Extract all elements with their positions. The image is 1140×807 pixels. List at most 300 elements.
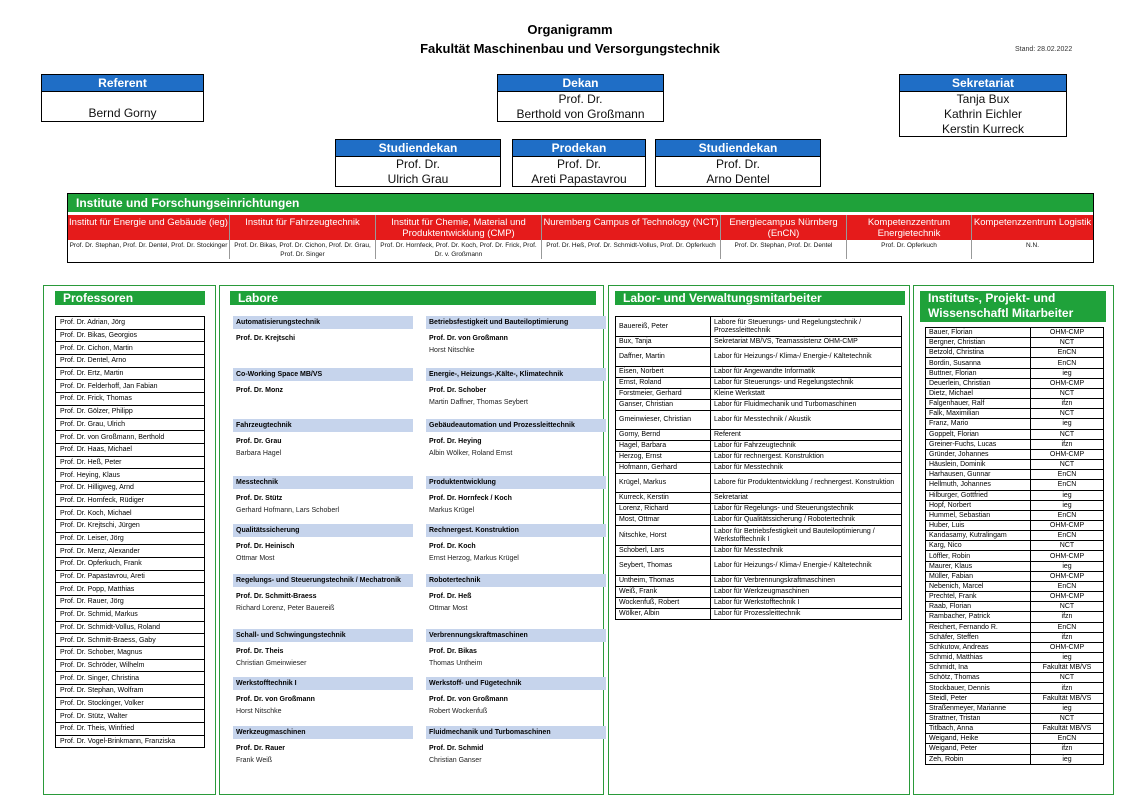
table-row bbox=[926, 439, 1104, 449]
professor-name: Prof. Dr. Ertz, Martin bbox=[56, 367, 205, 380]
staff-name: Daffner, Martin bbox=[616, 348, 711, 367]
lab-prof: Prof. Dr. Grau bbox=[236, 438, 282, 445]
staff-name: Forstmeier, Gerhard bbox=[616, 389, 711, 400]
table-row bbox=[926, 642, 1104, 652]
table-row bbox=[926, 622, 1104, 632]
staff-name: Krügel, Markus bbox=[616, 474, 711, 493]
researcher-name: Müller, Fabian bbox=[926, 571, 1031, 581]
researcher-unit: NCT bbox=[1031, 409, 1104, 419]
lab-prof: Prof. Dr. Monz bbox=[236, 387, 284, 394]
studiendekan1-line2: Ulrich Grau bbox=[387, 172, 449, 186]
professor-name: Prof. Dr. Bikas, Georgios bbox=[56, 329, 205, 342]
table-row bbox=[56, 570, 205, 583]
researcher-unit: Fakultät MB/VS bbox=[1031, 724, 1104, 734]
institute-profs: N.N. bbox=[1026, 242, 1039, 249]
institute-ieg bbox=[68, 215, 230, 259]
staff-name: Herzog, Ernst bbox=[616, 452, 711, 463]
wissenschaftl-header bbox=[920, 291, 1106, 322]
researcher-name: Hellmuth, Johannes bbox=[926, 480, 1031, 490]
lab-staff: Frank Weiß bbox=[236, 757, 273, 764]
lab-staff: Martin Daffner, Thomas Seybert bbox=[429, 399, 528, 406]
staff-role: Labor für Steuerungs- und Regelungstechnik bbox=[711, 378, 902, 389]
institute-profs: Prof. Dr. Heß, Prof. Dr. Schmidt-Vollus, Prof. Dr. Opferkuch bbox=[546, 242, 716, 249]
institute-section bbox=[67, 193, 1094, 263]
researcher-name: Löffler, Robin bbox=[926, 551, 1031, 561]
table-row bbox=[926, 703, 1104, 713]
table-row bbox=[56, 380, 205, 393]
researcher-unit: NCT bbox=[1031, 388, 1104, 398]
table-row bbox=[926, 602, 1104, 612]
lab-block bbox=[426, 476, 606, 514]
researcher-name: Raab, Florian bbox=[926, 602, 1031, 612]
researcher-unit: OHM-CMP bbox=[1031, 592, 1104, 602]
prodekan-line1: Prof. Dr. bbox=[556, 157, 601, 171]
institute-header: Institute und Forschungseinrichtungen bbox=[68, 194, 1093, 212]
staff-role: Sekretariat bbox=[711, 493, 902, 504]
researcher-unit: ieg bbox=[1031, 754, 1104, 764]
lab-prof: Prof. Dr. Stütz bbox=[236, 495, 283, 502]
researcher-unit: ifzn bbox=[1031, 683, 1104, 693]
staff-name: Kurreck, Kerstin bbox=[616, 493, 711, 504]
researcher-name: Bergner, Christian bbox=[926, 338, 1031, 348]
labore-header: Labore bbox=[230, 291, 596, 305]
studiendekan2-line1: Prof. Dr. bbox=[715, 157, 760, 171]
lab-prof: Prof. Dr. Schmitt-Braess bbox=[236, 593, 317, 600]
researcher-unit: EnCN bbox=[1031, 734, 1104, 744]
professor-name: Prof. Dr. Singer, Christina bbox=[56, 672, 205, 685]
researcher-name: Hopf, Norbert bbox=[926, 500, 1031, 510]
researcher-unit: EnCN bbox=[1031, 480, 1104, 490]
table-row bbox=[926, 399, 1104, 409]
researcher-unit: ieg bbox=[1031, 703, 1104, 713]
lab-staff: Ottmar Most bbox=[429, 605, 468, 612]
professor-name: Prof. Heying, Klaus bbox=[56, 469, 205, 482]
staff-name: Hagel, Barbara bbox=[616, 441, 711, 452]
professor-name: Prof. Dr. Hilligweg, Arnd bbox=[56, 481, 205, 494]
lab-title: Werkstofftechnik I bbox=[233, 677, 413, 690]
staff-role: Labor für Werkzeugmaschinen bbox=[711, 587, 902, 598]
researcher-unit: ifzn bbox=[1031, 612, 1104, 622]
table-row bbox=[926, 500, 1104, 510]
researcher-unit: OHM-CMP bbox=[1031, 449, 1104, 459]
lab-title: Fluidmechanik und Turbomaschinen bbox=[426, 726, 606, 739]
researcher-name: Weigand, Heike bbox=[926, 734, 1031, 744]
staff-role: Labor für Prozessleittechnik bbox=[711, 609, 902, 620]
researcher-name: Strattner, Tristan bbox=[926, 713, 1031, 723]
researcher-name: Prechtel, Frank bbox=[926, 592, 1031, 602]
staff-name: Nitschke, Horst bbox=[616, 526, 711, 546]
staff-name: Seybert, Thomas bbox=[616, 557, 711, 576]
lab-prof: Prof. Dr. Schmid bbox=[429, 745, 484, 752]
professor-name: Prof. Dr. Schröder, Wilhelm bbox=[56, 659, 205, 672]
lab-prof: Prof. Dr. Krejtschi bbox=[236, 335, 296, 342]
table-row bbox=[56, 608, 205, 621]
lab-staff: Ernst Herzog, Markus Krügel bbox=[429, 555, 519, 562]
table-row bbox=[926, 724, 1104, 734]
table-row bbox=[616, 587, 902, 598]
staff-name: Eisen, Norbert bbox=[616, 367, 711, 378]
professor-name: Prof. Dr. Adrian, Jörg bbox=[56, 317, 205, 330]
staff-role: Labor für Heizungs-/ Klima-/ Energie-/ Kältetechnik bbox=[711, 348, 902, 367]
researcher-unit: EnCN bbox=[1031, 622, 1104, 632]
table-row bbox=[926, 541, 1104, 551]
table-row bbox=[616, 378, 902, 389]
researcher-name: Goppelt, Florian bbox=[926, 429, 1031, 439]
lab-title: Messtechnik bbox=[233, 476, 413, 489]
researcher-name: Buttner, Florian bbox=[926, 368, 1031, 378]
table-row bbox=[56, 545, 205, 558]
table-row bbox=[926, 358, 1104, 368]
researcher-name: Falgenhauer, Ralf bbox=[926, 399, 1031, 409]
researcher-name: Schmidt, Ina bbox=[926, 663, 1031, 673]
professor-name: Prof. Dr. Frick, Thomas bbox=[56, 393, 205, 406]
table-row bbox=[926, 581, 1104, 591]
institute-encn bbox=[721, 215, 847, 259]
table-row bbox=[926, 673, 1104, 683]
prodekan-box bbox=[512, 139, 646, 187]
staff-name: Hofmann, Gerhard bbox=[616, 463, 711, 474]
staff-role: Labor für Messtechnik / Akustik bbox=[711, 411, 902, 430]
professor-name: Prof. Dr. Vogel-Brinkmann, Franziska bbox=[56, 735, 205, 748]
staff-name: Wockenfuß, Robert bbox=[616, 598, 711, 609]
table-row bbox=[56, 723, 205, 736]
researcher-name: Harhausen, Gunnar bbox=[926, 470, 1031, 480]
sekretariat-line2: Kathrin Eichler bbox=[943, 107, 1023, 121]
lab-title: Werkzeugmaschinen bbox=[233, 726, 413, 739]
lab-prof: Prof. Dr. Heying bbox=[429, 438, 482, 445]
researcher-unit: EnCN bbox=[1031, 348, 1104, 358]
researcher-unit: ieg bbox=[1031, 419, 1104, 429]
table-row bbox=[616, 430, 902, 441]
table-row bbox=[616, 515, 902, 526]
table-row bbox=[56, 481, 205, 494]
table-row bbox=[926, 744, 1104, 754]
researcher-name: Greiner-Fuchs, Lucas bbox=[926, 439, 1031, 449]
lab-block bbox=[233, 677, 413, 715]
studiendekan1-line1: Prof. Dr. bbox=[395, 157, 440, 171]
table-row bbox=[56, 367, 205, 380]
professor-name: Prof. Dr. Haas, Michael bbox=[56, 443, 205, 456]
researcher-unit: NCT bbox=[1031, 460, 1104, 470]
institute-name: Institut für Energie und Gebäude (ieg) bbox=[68, 215, 229, 240]
researcher-unit: NCT bbox=[1031, 338, 1104, 348]
lab-block bbox=[426, 629, 606, 667]
table-row bbox=[56, 469, 205, 482]
table-row bbox=[926, 612, 1104, 622]
institute-name: Energiecampus Nürnberg (EnCN) bbox=[721, 215, 846, 240]
staff-name: Ganser, Christian bbox=[616, 400, 711, 411]
professor-name: Prof. Dr. Schmid, Markus bbox=[56, 608, 205, 621]
lab-block bbox=[426, 726, 606, 764]
researcher-name: Deuerlein, Christian bbox=[926, 378, 1031, 388]
researcher-unit: ieg bbox=[1031, 561, 1104, 571]
professor-name: Prof. Dr. Krejtschi, Jürgen bbox=[56, 520, 205, 533]
wissenschaftl-header-line2: Wissenschaftl Mitarbeiter bbox=[928, 306, 1074, 320]
institute-profs: Prof. Dr. Bikas, Prof. Dr. Cichon, Prof. Dr. Grau, Prof. Dr. Singer bbox=[234, 242, 371, 258]
researcher-name: Weigand, Peter bbox=[926, 744, 1031, 754]
lab-prof: Prof. Dr. Theis bbox=[236, 648, 284, 655]
professoren-table bbox=[55, 316, 205, 748]
lab-title: Betriebsfestigkeit und Bauteiloptimierung bbox=[426, 316, 606, 329]
institute-profs: Prof. Dr. Stephan, Prof. Dr. Dentel bbox=[734, 242, 833, 249]
institute-nct bbox=[542, 215, 721, 259]
table-row bbox=[56, 558, 205, 571]
table-row bbox=[616, 504, 902, 515]
table-row bbox=[616, 546, 902, 557]
sekretariat-line3: Kerstin Kurreck bbox=[941, 122, 1025, 136]
table-row bbox=[616, 348, 902, 367]
researcher-unit: OHM-CMP bbox=[1031, 328, 1104, 338]
table-row bbox=[926, 713, 1104, 723]
staff-role: Labor für Qualitätssicherung / Robotertechnik bbox=[711, 515, 902, 526]
lab-staff: Barbara Hagel bbox=[236, 450, 282, 457]
table-row bbox=[616, 598, 902, 609]
table-row bbox=[926, 490, 1104, 500]
table-row bbox=[56, 405, 205, 418]
table-row bbox=[56, 342, 205, 355]
table-row bbox=[56, 634, 205, 647]
table-row bbox=[616, 474, 902, 493]
researcher-unit: EnCN bbox=[1031, 470, 1104, 480]
staff-role: Referent bbox=[711, 430, 902, 441]
lab-block bbox=[426, 368, 606, 406]
lab-staff: Christian Gmeinwieser bbox=[236, 660, 307, 667]
table-row bbox=[616, 389, 902, 400]
lab-block bbox=[233, 524, 413, 562]
table-row bbox=[926, 592, 1104, 602]
table-row bbox=[616, 463, 902, 474]
researcher-name: Titlbach, Anna bbox=[926, 724, 1031, 734]
researcher-unit: ifzn bbox=[1031, 439, 1104, 449]
lab-block bbox=[426, 524, 606, 562]
researcher-name: Hilburger, Gottfried bbox=[926, 490, 1031, 500]
table-row bbox=[926, 754, 1104, 764]
researcher-name: Rambacher, Patrick bbox=[926, 612, 1031, 622]
institute-energietechnik bbox=[847, 215, 972, 259]
page-subtitle: Fakultät Maschinenbau und Versorgungstechnik bbox=[420, 41, 720, 56]
professor-name: Prof. Dr. Stephan, Wolfram bbox=[56, 684, 205, 697]
lab-title: Co-Working Space MB/VS bbox=[233, 368, 413, 381]
lab-title: Rechnergest. Konstruktion bbox=[426, 524, 606, 537]
referent-box bbox=[41, 74, 204, 122]
lab-title: Werkstoff- und Fügetechnik bbox=[426, 677, 606, 690]
table-row bbox=[926, 419, 1104, 429]
staff-role: Labor für Regelungs- und Steuerungstechnik bbox=[711, 504, 902, 515]
staff-name: Wölker, Albin bbox=[616, 609, 711, 620]
researcher-unit: NCT bbox=[1031, 429, 1104, 439]
researcher-unit: OHM-CMP bbox=[1031, 551, 1104, 561]
table-row bbox=[56, 735, 205, 748]
researcher-name: Falk, Maximilian bbox=[926, 409, 1031, 419]
institute-profs: Prof. Dr. Stephan, Prof. Dr. Dentel, Prof. Dr. Stockinger bbox=[69, 242, 228, 249]
researcher-name: Steidl, Peter bbox=[926, 693, 1031, 703]
institute-name: Nuremberg Campus of Technology (NCT) bbox=[542, 215, 720, 240]
researcher-name: Huber, Luis bbox=[926, 520, 1031, 530]
table-row bbox=[926, 368, 1104, 378]
table-row bbox=[56, 697, 205, 710]
table-row bbox=[926, 328, 1104, 338]
staff-role: Labore für Steuerungs- und Regelungstechnik / Prozessleittechnik bbox=[711, 317, 902, 337]
table-row bbox=[926, 693, 1104, 703]
lab-block bbox=[233, 368, 413, 394]
lab-title: Automatisierungstechnik bbox=[233, 316, 413, 329]
staff-name: Weiß, Frank bbox=[616, 587, 711, 598]
lab-staff: Horst Nitschke bbox=[429, 347, 475, 354]
wissenschaftl-table bbox=[925, 327, 1104, 765]
table-row bbox=[926, 510, 1104, 520]
lab-title: Produktentwicklung bbox=[426, 476, 606, 489]
staff-role: Labor für rechnergest. Konstruktion bbox=[711, 452, 902, 463]
table-row bbox=[926, 551, 1104, 561]
staff-role: Labor für Verbrennungskraftmaschinen bbox=[711, 576, 902, 587]
table-row bbox=[56, 431, 205, 444]
staff-name: Schoberl, Lars bbox=[616, 546, 711, 557]
table-row bbox=[56, 520, 205, 533]
researcher-unit: ifzn bbox=[1031, 399, 1104, 409]
table-row bbox=[56, 583, 205, 596]
table-row bbox=[56, 355, 205, 368]
researcher-name: Stockbauer, Dennis bbox=[926, 683, 1031, 693]
researcher-unit: OHM-CMP bbox=[1031, 571, 1104, 581]
researcher-unit: NCT bbox=[1031, 602, 1104, 612]
professor-name: Prof. Dr. Popp, Matthias bbox=[56, 583, 205, 596]
lab-title: Gebäudeautomation und Prozessleittechnik bbox=[426, 419, 606, 432]
staff-name: Bauereiß, Peter bbox=[616, 317, 711, 337]
table-row bbox=[56, 507, 205, 520]
lab-staff: Horst Nitschke bbox=[236, 708, 282, 715]
professor-name: Prof. Dr. Theis, Winfried bbox=[56, 723, 205, 736]
table-row bbox=[616, 317, 902, 337]
table-row bbox=[616, 609, 902, 620]
professor-name: Prof. Dr. Dentel, Arno bbox=[56, 355, 205, 368]
table-row bbox=[926, 338, 1104, 348]
researcher-name: Bordin, Susanna bbox=[926, 358, 1031, 368]
lab-staff: Albin Wölker, Roland Ernst bbox=[429, 450, 513, 457]
lab-block bbox=[426, 677, 606, 715]
lab-title: Fahrzeugtechnik bbox=[233, 419, 413, 432]
prodekan-line2: Areti Papastavrou bbox=[531, 172, 627, 186]
staff-role: Labor für Betriebsfestigkeit und Bauteiloptimierung / Werkstofftechnik I bbox=[711, 526, 902, 546]
table-row bbox=[56, 456, 205, 469]
institute-name: Institut für Chemie, Material und Produktentwicklung (CMP) bbox=[376, 215, 541, 240]
professor-name: Prof. Dr. Heß, Peter bbox=[56, 456, 205, 469]
table-row bbox=[926, 683, 1104, 693]
researcher-unit: OHM-CMP bbox=[1031, 520, 1104, 530]
studiendekan2-box bbox=[655, 139, 821, 187]
institute-row bbox=[68, 215, 1093, 259]
institute-name: Institut für Fahrzeugtechnik bbox=[230, 215, 375, 240]
staff-role: Sekretariat MB/VS, Teamassistenz OHM-CMP bbox=[711, 337, 902, 348]
staff-name: Ernst, Roland bbox=[616, 378, 711, 389]
table-row bbox=[926, 429, 1104, 439]
lab-title: Energie-, Heizungs-,Kälte-, Klimatechnik bbox=[426, 368, 606, 381]
table-row bbox=[616, 526, 902, 546]
researcher-name: Reichert, Fernando R. bbox=[926, 622, 1031, 632]
researcher-name: Schötz, Thomas bbox=[926, 673, 1031, 683]
researcher-name: Bauer, Florian bbox=[926, 328, 1031, 338]
lab-block bbox=[426, 419, 606, 457]
professor-name: Prof. Dr. Hornfeck, Rüdiger bbox=[56, 494, 205, 507]
staff-name: Most, Ottmar bbox=[616, 515, 711, 526]
table-row bbox=[56, 418, 205, 431]
professor-name: Prof. Dr. Rauer, Jörg bbox=[56, 596, 205, 609]
professor-name: Prof. Dr. Papastavrou, Areti bbox=[56, 570, 205, 583]
lab-staff: Gerhard Hofmann, Lars Schoberl bbox=[236, 507, 340, 514]
lab-staff: Markus Krügel bbox=[429, 507, 475, 514]
table-row bbox=[926, 520, 1104, 530]
researcher-unit: ieg bbox=[1031, 368, 1104, 378]
lab-title: Robotertechnik bbox=[426, 574, 606, 587]
lab-prof: Prof. Dr. Bikas bbox=[429, 648, 477, 655]
table-row bbox=[56, 329, 205, 342]
table-row bbox=[926, 460, 1104, 470]
professor-name: Prof. Dr. Opferkuch, Frank bbox=[56, 558, 205, 571]
researcher-unit: Fakultät MB/VS bbox=[1031, 663, 1104, 673]
researcher-unit: ieg bbox=[1031, 490, 1104, 500]
dekan-box bbox=[497, 74, 664, 122]
table-row bbox=[616, 441, 902, 452]
researcher-unit: NCT bbox=[1031, 713, 1104, 723]
table-row bbox=[56, 684, 205, 697]
staff-role: Labor für Werkstofftechnik I bbox=[711, 598, 902, 609]
researcher-unit: ifzn bbox=[1031, 632, 1104, 642]
staff-role: Kleine Werkstatt bbox=[711, 389, 902, 400]
staff-role: Labor für Fluidmechanik und Turbomaschinen bbox=[711, 400, 902, 411]
lab-block bbox=[233, 726, 413, 764]
staff-role: Labore für Produktentwicklung / rechnergest. Konstruktion bbox=[711, 474, 902, 493]
professor-name: Prof. Dr. Stütz, Walter bbox=[56, 710, 205, 723]
lab-prof: Prof. Dr. Heß bbox=[429, 593, 472, 600]
lab-staff: Christian Ganser bbox=[429, 757, 482, 764]
professor-name: Prof. Dr. Grau, Ulrich bbox=[56, 418, 205, 431]
staff-name: Untheim, Thomas bbox=[616, 576, 711, 587]
researcher-unit: ieg bbox=[1031, 653, 1104, 663]
dekan-header: Dekan bbox=[498, 75, 663, 92]
researcher-name: Betzold, Christina bbox=[926, 348, 1031, 358]
researcher-name: Nebenich, Marcel bbox=[926, 581, 1031, 591]
institute-fahrzeugtechnik bbox=[230, 215, 376, 259]
researcher-unit: NCT bbox=[1031, 541, 1104, 551]
lab-prof: Prof. Dr. Koch bbox=[429, 543, 476, 550]
wissenschaftl-header-line1: Instituts-, Projekt- und bbox=[928, 291, 1056, 305]
lab-title: Regelungs- und Steuerungstechnik / Mechatronik bbox=[233, 574, 413, 587]
lab-prof: Prof. Dr. Hornfeck / Koch bbox=[429, 495, 512, 502]
researcher-unit: EnCN bbox=[1031, 358, 1104, 368]
studiendekan2-line2: Arno Dentel bbox=[706, 172, 770, 186]
staff-name: Gmeinwieser, Christian bbox=[616, 411, 711, 430]
researcher-name: Schäfer, Steffen bbox=[926, 632, 1031, 642]
lab-prof: Prof. Dr. Schober bbox=[429, 387, 487, 394]
mitarbeiter-header: Labor- und Verwaltungsmitarbeiter bbox=[615, 291, 905, 305]
professor-name: Prof. Dr. Felderhoff, Jan Fabian bbox=[56, 380, 205, 393]
table-row bbox=[56, 621, 205, 634]
table-row bbox=[56, 659, 205, 672]
institute-name: Kompetenzzentrum Energietechnik bbox=[847, 215, 971, 240]
staff-role: Labor für Heizungs-/ Klima-/ Energie-/ Kältetechnik bbox=[711, 557, 902, 576]
staff-name: Lorenz, Richard bbox=[616, 504, 711, 515]
dekan-line1: Prof. Dr. bbox=[558, 92, 603, 106]
sekretariat-box bbox=[899, 74, 1067, 137]
table-row bbox=[616, 493, 902, 504]
lab-title: Verbrennungskraftmaschinen bbox=[426, 629, 606, 642]
lab-block bbox=[233, 476, 413, 514]
researcher-name: Gründer, Johannes bbox=[926, 449, 1031, 459]
table-row bbox=[616, 576, 902, 587]
researcher-name: Karg, Nico bbox=[926, 541, 1031, 551]
researcher-name: Häuslein, Dominik bbox=[926, 460, 1031, 470]
institute-cmp bbox=[376, 215, 542, 259]
sekretariat-line1: Tanja Bux bbox=[956, 92, 1010, 106]
